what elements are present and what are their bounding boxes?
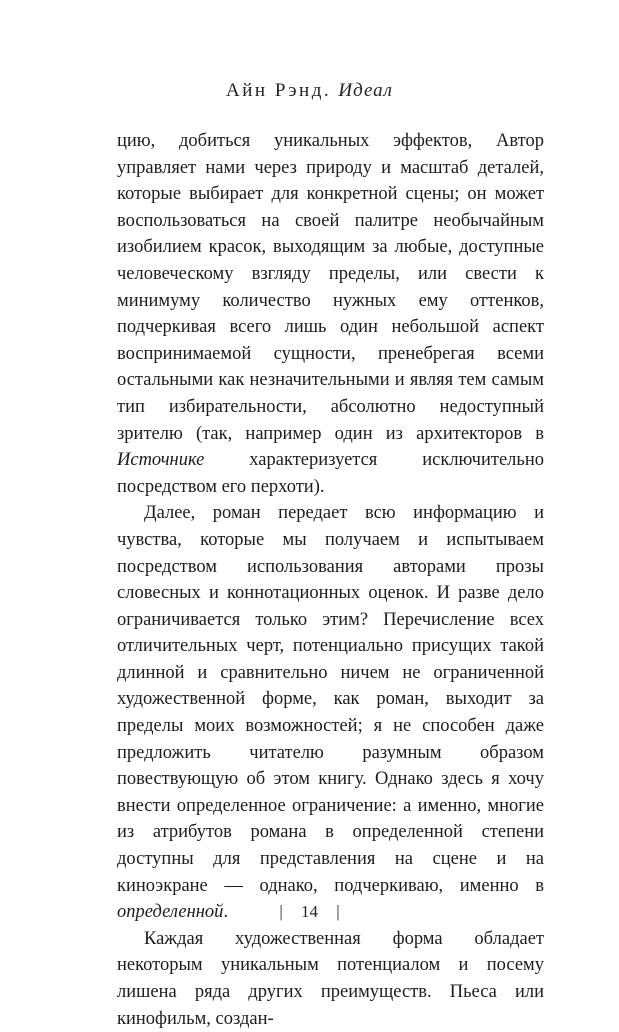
body-text: [117, 128, 544, 1032]
paragraph-text: Далее, роман передает всю информацию и чувства, которые мы получаем и испытываем посредством использования авторами прозы словесных и коннотационных оценок. И разве дело ограничивается только этим? Перечисление всех отличительных черт, потенциально присущих такой длинной и сравнительно ничем не ограниченной художественной форме, как роман, выходит за пределы моих возможностей; я не способен даже предложить читателю разумным образом повествующую об этом книгу. Однако здесь я хочу внести определенное ограничение: а именно, многие из атрибутов романа в определенной степени доступны для представления на сцене и на киноэкране — однако, подчеркиваю, именно в: [117, 503, 544, 896]
paragraph: [117, 128, 544, 500]
paragraph-text: цию, добиться уникальных эффектов, Автор управляет нами через природу и масштаб деталей, которые выбирает для конкретной сцены; он может воспользоваться на своей палитре необычайным изобилием красок, выходящим за любые, доступные человеческому взгляду пределы, или свести к минимуму количество нужных ему оттенков, подчеркивая всего лишь один небольшой аспект воспринимаемой сущности, пренебрегая всеми остальными как незначительными и являя тем самым тип избирательности, абсолютно недоступный зрителю (так, например один из архитекторов в: [117, 131, 544, 444]
paragraph-text: характеризуется исключительно посредством его перхоти).: [117, 450, 544, 497]
italic-text: определенной: [117, 902, 224, 923]
paragraph-text: .: [223, 902, 229, 923]
paragraph: [117, 926, 544, 1032]
page-number: 14: [301, 902, 318, 921]
header-book-title: Идеал: [338, 80, 393, 101]
running-header: [0, 80, 619, 102]
paragraph: [117, 500, 544, 926]
header-author: Айн Рэнд.: [226, 80, 332, 101]
folio-bar-left: |: [279, 902, 283, 921]
italic-text: Источнике: [117, 450, 205, 471]
folio-bar-right: |: [336, 902, 340, 921]
page-number-footer: [0, 902, 619, 922]
paragraph-text: Каждая художественная форма обладает некоторым уникальным потенциалом и посему лишена ряда других преимуществ. Пьеса или кинофильм, создан-: [117, 928, 544, 1029]
